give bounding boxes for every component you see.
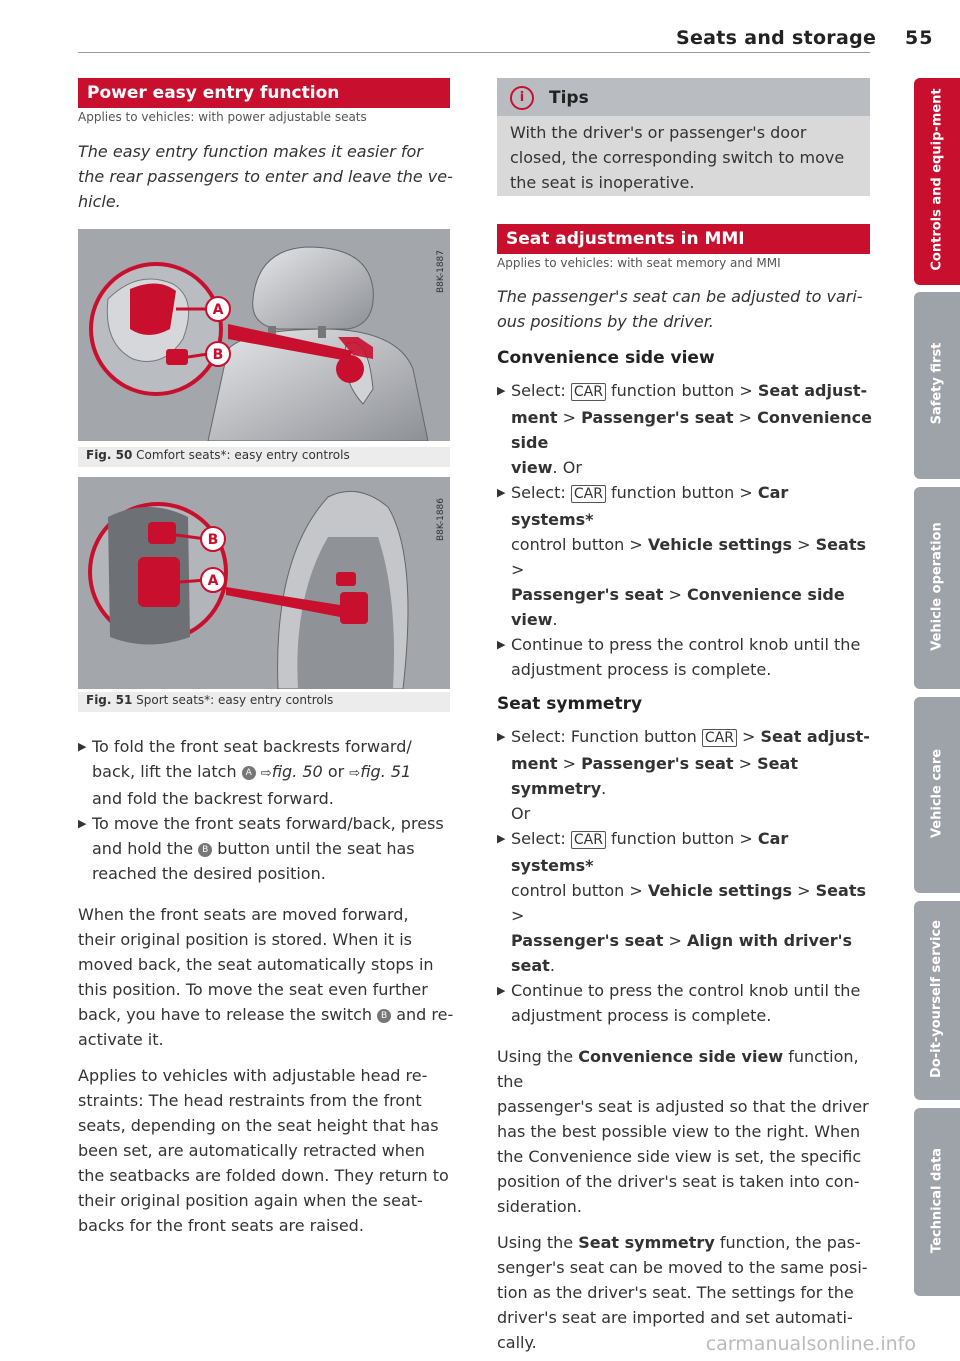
side-tab-controls[interactable]: Controls and equip-ment <box>914 78 960 285</box>
convenience-step-3: ▶ Continue to press the control knob until the adjustment process is complete. <box>497 635 861 679</box>
applies-note: Applies to vehicles: with power adjustable seats <box>78 110 367 124</box>
page-number: 55 <box>905 27 934 49</box>
fig50-code: B8K-1887 <box>436 249 446 293</box>
right-instructions <box>497 348 875 1355</box>
fig51-marker-b: B <box>207 532 219 548</box>
side-tab-technical-data[interactable]: Technical data <box>914 1108 960 1296</box>
right-paragraph-symmetry: Using the Seat symmetry function, the pas- senger's seat can be moved to the same posi- tion as the driver's seat. The settings for the driver's seat are imported and set automati- cally. <box>497 1233 868 1352</box>
right-paragraph-convenience: Using the Convenience side view function, the passenger's seat is adjusted so that the driver has the best possible view to the right. When the Convenience side view is set, the specific position of the driver's seat is taken into con- sideration. <box>497 1047 869 1216</box>
car-key: CAR <box>702 729 737 747</box>
left-paragraph-head-restraints: Applies to vehicles with adjustable head re- straints: The head restraints from the front seats, depending on the seat height that has been set, are automatically retracted when the seatbacks are folded down. They return to their original position again when the seat- backs for the front seats are raised. <box>78 1066 449 1235</box>
symmetry-step-1: ▶ Select: Function button CAR > Seat adjust- ment > Passenger's seat > Seat symmetry. Or <box>497 727 870 823</box>
side-tab-vehicle-operation[interactable]: Vehicle operation <box>914 487 960 689</box>
side-tab-do-it-yourself[interactable]: Do-it-yourself service <box>914 901 960 1100</box>
fig51-marker-a: A <box>207 573 219 589</box>
fig50-caption-text: Comfort seats*: easy entry controls <box>136 448 350 462</box>
symmetry-step-3: ▶ Continue to press the control knob until the adjustment process is complete. <box>497 981 861 1025</box>
info-icon: i <box>510 86 534 110</box>
fig51-code: B8K-1886 <box>436 497 446 541</box>
car-key: CAR <box>571 383 606 401</box>
left-instructions <box>78 734 458 1238</box>
tips-text: With the driver's or passenger's door closed, the corresponding switch to move the seat is inoperative. <box>510 123 845 192</box>
side-tab-vehicle-care[interactable]: Vehicle care <box>914 697 960 893</box>
fig51-caption-text: Sport seats*: easy entry controls <box>136 693 334 707</box>
fig50-marker-b: B <box>212 347 224 363</box>
heading-convenience-side-view: Convenience side view <box>497 348 715 368</box>
heading-seat-symmetry: Seat symmetry <box>497 694 643 714</box>
side-tab-safety[interactable]: Safety first <box>914 292 960 479</box>
instruction-move-seats: ▶ To move the front seats forward/back, press and hold the B button until the seat has reached the desired position. <box>78 814 444 883</box>
section-title-seat-adjustments-mmi: Seat adjustments in MMI <box>497 224 870 254</box>
convenience-step-2: ▶ Select: CAR function button > Car systems* control button > Vehicle settings > Seats > Passenger's seat > Convenience side view. <box>497 483 866 629</box>
symmetry-step-2: ▶ Select: CAR function button > Car systems* control button > Vehicle settings > Seats > Passenger's seat > Align with driver's seat. <box>497 829 866 975</box>
applies-note-mmi: Applies to vehicles: with seat memory and MMI <box>497 256 781 270</box>
running-header-title: Seats and storage <box>676 27 877 49</box>
section-title-power-easy-entry: Power easy entry function <box>78 78 450 108</box>
fig50-marker-a: A <box>212 302 224 318</box>
car-key: CAR <box>571 485 606 503</box>
header-rule <box>78 52 870 53</box>
link-fig-50[interactable]: fig. 50 <box>271 762 323 781</box>
watermark: carmanualsonline.info <box>705 1333 916 1355</box>
fig50-caption <box>78 447 450 467</box>
instruction-fold-backrest: ▶ To fold the front seat backrests forward/ back, lift the latch A ⇨fig. 50 or ⇨fig. 51 and fold the backrest forward. <box>78 737 412 808</box>
comfort-seat-illustration <box>78 229 450 441</box>
fig50-label: Fig. 50 <box>86 448 133 462</box>
tips-box <box>497 78 870 196</box>
figure-50-comfort-seat <box>78 229 450 441</box>
left-paragraph-stored-position: When the front seats are moved forward, their original position is stored. When it is moved back, the seat automatically stops in this position. To move the seat even further back, you have to release the switch B and re- activate it. <box>78 905 454 1049</box>
link-fig-51[interactable]: fig. 51 <box>360 762 412 781</box>
intro-text: The easy entry function makes it easier for the rear passengers to enter and leave the ve- hicle. <box>78 142 453 211</box>
fig51-label: Fig. 51 <box>86 693 133 707</box>
fig51-caption <box>78 692 450 712</box>
intro-text-mmi: The passenger's seat can be adjusted to vari- ous positions by the driver. <box>497 287 863 331</box>
figure-51-sport-seat <box>78 477 450 689</box>
tips-header <box>497 78 870 116</box>
sport-seat-illustration <box>78 477 450 689</box>
convenience-step-1: ▶ Select: CAR function button > Seat adjust- ment > Passenger's seat > Convenience side view. Or <box>497 381 872 477</box>
tips-title: Tips <box>549 88 589 108</box>
car-key: CAR <box>571 831 606 849</box>
